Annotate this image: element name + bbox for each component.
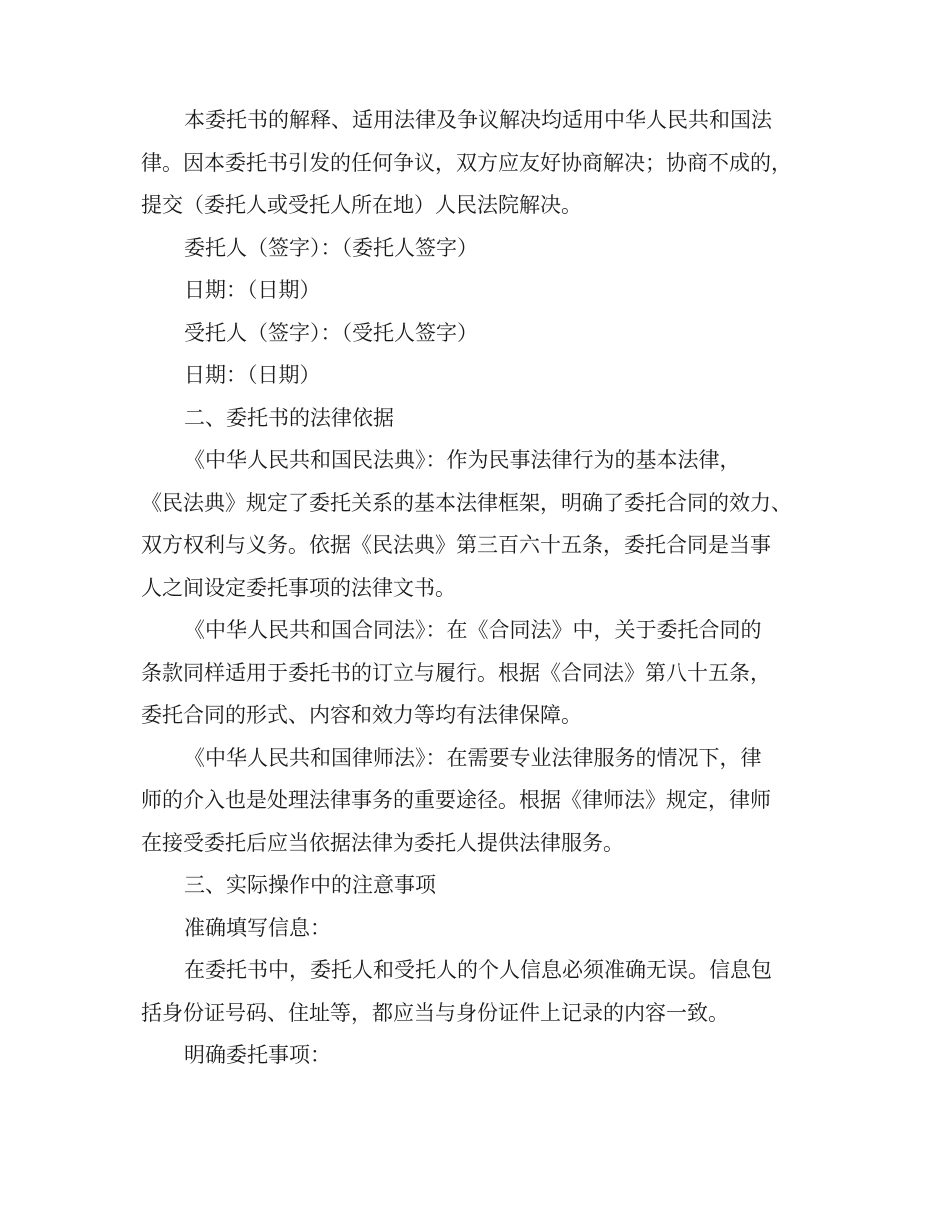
section-heading-practical-notes: 三、实际操作中的注意事项 <box>184 873 436 897</box>
paragraph-fill-info-line-1: 在委托书中，委托人和受托人的个人信息必须准确无误。信息包 <box>184 958 772 982</box>
paragraph-civil-code-line-2: 《民法典》规定了委托关系的基本法律框架，明确了委托合同的效力、 <box>141 490 792 515</box>
paragraph-civil-code-line-1: 《中华人民共和国民法典》：作为民事法律行为的基本法律， <box>184 448 741 472</box>
subheading-clarify-matters: 明确委托事项： <box>184 1043 331 1067</box>
principal-signature-line: 委托人（签字）：（委托人签字） <box>184 235 478 260</box>
paragraph-lawyers-law-line-3: 在接受委托后应当依据法律为委托人提供法律服务。 <box>141 830 624 855</box>
paragraph-contract-law-line-3: 委托合同的形式、内容和效力等均有法律保障。 <box>141 703 582 727</box>
paragraph-governing-law-line-1: 本委托书的解释、适用法律及争议解决均适用中华人民共和国法 <box>184 108 772 132</box>
paragraph-civil-code-line-3: 双方权利与义务。依据《民法典》第三百六十五条，委托合同是当事 <box>141 533 771 557</box>
paragraph-lawyers-law-line-2: 师的介入也是处理法律事务的重要途径。根据《律师法》规定，律师 <box>141 788 771 812</box>
agent-signature-line: 受托人（签字）：（受托人签字） <box>184 320 478 345</box>
subheading-fill-info: 准确填写信息： <box>184 915 331 940</box>
agent-date-line: 日期：（日期） <box>184 363 321 387</box>
document-body <box>141 99 841 1077</box>
paragraph-governing-law-line-3: 提交（委托人或受托人所在地）人民法院解决。 <box>141 193 582 217</box>
paragraph-fill-info-line-2: 括身份证号码、住址等，都应当与身份证件上记录的内容一致。 <box>141 1000 729 1025</box>
paragraph-lawyers-law-line-1: 《中华人民共和国律师法》：在需要专业法律服务的情况下，律 <box>184 745 762 770</box>
principal-date-line: 日期：（日期） <box>184 278 321 302</box>
paragraph-contract-law-line-2: 条款同样适用于委托书的订立与履行。根据《合同法》第八十五条， <box>141 660 771 685</box>
paragraph-contract-law-line-1: 《中华人民共和国合同法》：在《合同法》中，关于委托合同的 <box>184 618 762 642</box>
paragraph-governing-law-line-2: 律。因本委托书引发的任何争议，双方应友好协商解决；协商不成的， <box>141 150 792 175</box>
section-heading-legal-basis: 二、委托书的法律依据 <box>184 405 394 430</box>
paragraph-civil-code-line-4: 人之间设定委托事项的法律文书。 <box>141 575 456 600</box>
